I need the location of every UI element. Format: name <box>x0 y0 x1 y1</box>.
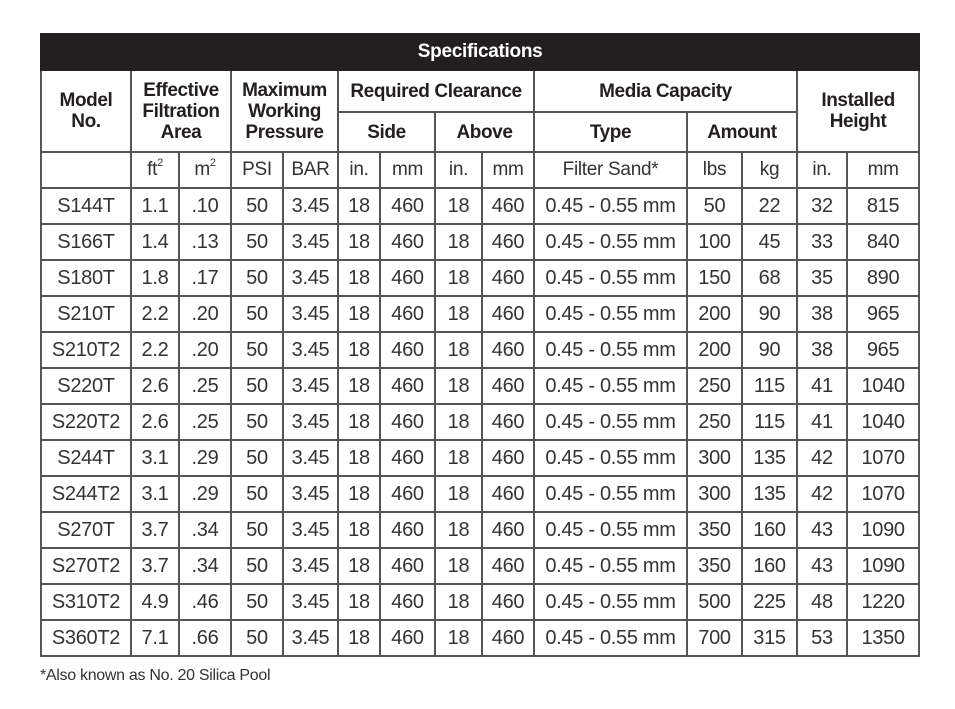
cell-height-in: 48 <box>797 584 847 620</box>
cell-side-in: 18 <box>338 404 380 440</box>
cell-model: S310T2 <box>41 584 131 620</box>
cell-ft2: 3.7 <box>131 512 179 548</box>
cell-psi: 50 <box>231 296 283 332</box>
cell-lbs: 350 <box>687 548 742 584</box>
header-pressure-line2: Working <box>248 100 321 122</box>
cell-lbs: 250 <box>687 368 742 404</box>
cell-ft2: 2.2 <box>131 296 179 332</box>
cell-bar: 3.45 <box>283 476 338 512</box>
unit-bar: BAR <box>283 152 338 188</box>
cell-above-mm: 460 <box>482 548 534 584</box>
cell-bar: 3.45 <box>283 368 338 404</box>
cell-kg: 315 <box>742 620 797 656</box>
cell-height-mm: 1040 <box>847 404 919 440</box>
cell-m2: .29 <box>179 440 231 476</box>
cell-media-type: 0.45 - 0.55 mm <box>534 332 687 368</box>
cell-height-in: 32 <box>797 188 847 224</box>
cell-side-in: 18 <box>338 368 380 404</box>
units-row <box>41 152 919 188</box>
cell-media-type: 0.45 - 0.55 mm <box>534 404 687 440</box>
header-type: Type <box>534 112 687 152</box>
header-filtration-line3: Area <box>160 121 202 143</box>
cell-m2: .20 <box>179 332 231 368</box>
cell-kg: 22 <box>742 188 797 224</box>
unit-blank <box>41 152 131 188</box>
cell-media-type: 0.45 - 0.55 mm <box>534 512 687 548</box>
cell-psi: 50 <box>231 512 283 548</box>
footnote: *Also known as No. 20 Silica Pool <box>40 667 271 684</box>
cell-above-mm: 460 <box>482 476 534 512</box>
cell-psi: 50 <box>231 404 283 440</box>
cell-side-mm: 460 <box>380 368 435 404</box>
cell-side-in: 18 <box>338 332 380 368</box>
cell-lbs: 50 <box>687 188 742 224</box>
cell-m2: .34 <box>179 548 231 584</box>
cell-above-in: 18 <box>435 548 482 584</box>
cell-side-in: 18 <box>338 188 380 224</box>
cell-model: S144T <box>41 188 131 224</box>
header-filtration-line1: Effective <box>143 79 219 101</box>
cell-height-in: 33 <box>797 224 847 260</box>
unit-above-in: in. <box>435 152 482 188</box>
cell-height-mm: 890 <box>847 260 919 296</box>
cell-above-mm: 460 <box>482 260 534 296</box>
cell-above-mm: 460 <box>482 404 534 440</box>
cell-model: S180T <box>41 260 131 296</box>
unit-height-in: in. <box>797 152 847 188</box>
cell-above-mm: 460 <box>482 584 534 620</box>
cell-lbs: 700 <box>687 620 742 656</box>
cell-psi: 50 <box>231 224 283 260</box>
cell-height-in: 42 <box>797 440 847 476</box>
cell-bar: 3.45 <box>283 620 338 656</box>
cell-bar: 3.45 <box>283 332 338 368</box>
cell-side-mm: 460 <box>380 332 435 368</box>
cell-model: S220T2 <box>41 404 131 440</box>
cell-height-in: 43 <box>797 512 847 548</box>
cell-media-type: 0.45 - 0.55 mm <box>534 368 687 404</box>
cell-side-in: 18 <box>338 224 380 260</box>
cell-above-mm: 460 <box>482 296 534 332</box>
cell-bar: 3.45 <box>283 296 338 332</box>
cell-bar: 3.45 <box>283 404 338 440</box>
cell-ft2: 7.1 <box>131 620 179 656</box>
cell-model: S244T2 <box>41 476 131 512</box>
unit-type: Filter Sand* <box>534 152 687 188</box>
cell-psi: 50 <box>231 548 283 584</box>
cell-above-in: 18 <box>435 584 482 620</box>
cell-ft2: 2.6 <box>131 368 179 404</box>
cell-height-mm: 1070 <box>847 476 919 512</box>
cell-psi: 50 <box>231 368 283 404</box>
cell-lbs: 350 <box>687 512 742 548</box>
unit-ft2: $ft^2$ <box>131 152 179 188</box>
header-height-line1: Installed <box>821 90 895 111</box>
cell-kg: 160 <box>742 548 797 584</box>
cell-side-mm: 460 <box>380 548 435 584</box>
cell-media-type: 0.45 - 0.55 mm <box>534 224 687 260</box>
cell-height-mm: 1070 <box>847 440 919 476</box>
cell-above-mm: 460 <box>482 224 534 260</box>
cell-side-mm: 460 <box>380 476 435 512</box>
cell-bar: 3.45 <box>283 260 338 296</box>
cell-model: S360T2 <box>41 620 131 656</box>
cell-model: S270T2 <box>41 548 131 584</box>
cell-kg: 45 <box>742 224 797 260</box>
cell-side-mm: 460 <box>380 404 435 440</box>
cell-lbs: 200 <box>687 332 742 368</box>
cell-kg: 115 <box>742 404 797 440</box>
cell-psi: 50 <box>231 440 283 476</box>
table-row <box>41 476 919 512</box>
table-row <box>41 620 919 656</box>
table-row <box>41 512 919 548</box>
cell-side-in: 18 <box>338 440 380 476</box>
specifications-table <box>40 33 920 657</box>
header-filtration-area <box>131 70 231 152</box>
cell-side-mm: 460 <box>380 224 435 260</box>
table-row <box>41 440 919 476</box>
unit-height-mm: mm <box>847 152 919 188</box>
cell-height-mm: 815 <box>847 188 919 224</box>
cell-height-mm: 965 <box>847 296 919 332</box>
cell-kg: 68 <box>742 260 797 296</box>
cell-m2: .13 <box>179 224 231 260</box>
cell-height-in: 42 <box>797 476 847 512</box>
cell-media-type: 0.45 - 0.55 mm <box>534 440 687 476</box>
table-row <box>41 548 919 584</box>
cell-above-in: 18 <box>435 512 482 548</box>
cell-ft2: 4.9 <box>131 584 179 620</box>
cell-side-mm: 460 <box>380 188 435 224</box>
cell-m2: .46 <box>179 584 231 620</box>
cell-bar: 3.45 <box>283 224 338 260</box>
cell-above-mm: 460 <box>482 188 534 224</box>
cell-kg: 90 <box>742 296 797 332</box>
cell-m2: .34 <box>179 512 231 548</box>
cell-above-in: 18 <box>435 440 482 476</box>
cell-kg: 90 <box>742 332 797 368</box>
cell-media-type: 0.45 - 0.55 mm <box>534 476 687 512</box>
cell-height-in: 41 <box>797 368 847 404</box>
header-model-line2: No. <box>71 111 101 132</box>
cell-bar: 3.45 <box>283 440 338 476</box>
cell-lbs: 300 <box>687 476 742 512</box>
cell-side-mm: 460 <box>380 296 435 332</box>
table-row <box>41 260 919 296</box>
cell-ft2: 1.4 <box>131 224 179 260</box>
header-pressure-line3: Pressure <box>245 121 324 143</box>
cell-above-in: 18 <box>435 332 482 368</box>
cell-side-in: 18 <box>338 512 380 548</box>
cell-side-in: 18 <box>338 476 380 512</box>
cell-above-in: 18 <box>435 296 482 332</box>
cell-kg: 225 <box>742 584 797 620</box>
cell-height-mm: 1220 <box>847 584 919 620</box>
cell-above-in: 18 <box>435 368 482 404</box>
cell-lbs: 200 <box>687 296 742 332</box>
cell-ft2: 2.6 <box>131 404 179 440</box>
cell-ft2: 3.7 <box>131 548 179 584</box>
cell-m2: .20 <box>179 296 231 332</box>
cell-model: S166T <box>41 224 131 260</box>
cell-side-mm: 460 <box>380 260 435 296</box>
cell-bar: 3.45 <box>283 512 338 548</box>
table-row <box>41 188 919 224</box>
cell-model: S220T <box>41 368 131 404</box>
table-row <box>41 296 919 332</box>
cell-side-in: 18 <box>338 620 380 656</box>
unit-kg: kg <box>742 152 797 188</box>
cell-psi: 50 <box>231 260 283 296</box>
cell-bar: 3.45 <box>283 548 338 584</box>
cell-side-in: 18 <box>338 584 380 620</box>
cell-media-type: 0.45 - 0.55 mm <box>534 548 687 584</box>
cell-above-mm: 460 <box>482 512 534 548</box>
header-height-line2: Height <box>829 111 887 132</box>
cell-media-type: 0.45 - 0.55 mm <box>534 296 687 332</box>
table-row <box>41 368 919 404</box>
cell-height-in: 38 <box>797 332 847 368</box>
cell-m2: .29 <box>179 476 231 512</box>
cell-bar: 3.45 <box>283 584 338 620</box>
cell-lbs: 100 <box>687 224 742 260</box>
table-row <box>41 332 919 368</box>
cell-side-mm: 460 <box>380 440 435 476</box>
table-row <box>41 224 919 260</box>
unit-side-in: in. <box>338 152 380 188</box>
cell-side-mm: 460 <box>380 620 435 656</box>
cell-media-type: 0.45 - 0.55 mm <box>534 584 687 620</box>
unit-lbs: lbs <box>687 152 742 188</box>
cell-ft2: 3.1 <box>131 440 179 476</box>
table-row <box>41 584 919 620</box>
cell-side-in: 18 <box>338 260 380 296</box>
header-amount: Amount <box>687 112 797 152</box>
cell-ft2: 2.2 <box>131 332 179 368</box>
cell-psi: 50 <box>231 584 283 620</box>
table-row <box>41 404 919 440</box>
cell-height-in: 41 <box>797 404 847 440</box>
cell-psi: 50 <box>231 188 283 224</box>
cell-above-mm: 460 <box>482 368 534 404</box>
cell-psi: 50 <box>231 332 283 368</box>
cell-side-mm: 460 <box>380 584 435 620</box>
cell-media-type: 0.45 - 0.55 mm <box>534 260 687 296</box>
cell-model: S244T <box>41 440 131 476</box>
cell-lbs: 250 <box>687 404 742 440</box>
cell-m2: .25 <box>179 368 231 404</box>
cell-model: S210T <box>41 296 131 332</box>
cell-side-in: 18 <box>338 296 380 332</box>
cell-height-mm: 1090 <box>847 512 919 548</box>
cell-height-in: 43 <box>797 548 847 584</box>
cell-height-mm: 1350 <box>847 620 919 656</box>
cell-psi: 50 <box>231 476 283 512</box>
unit-psi: PSI <box>231 152 283 188</box>
cell-media-type: 0.45 - 0.55 mm <box>534 620 687 656</box>
cell-height-mm: 1090 <box>847 548 919 584</box>
cell-above-in: 18 <box>435 620 482 656</box>
cell-height-in: 53 <box>797 620 847 656</box>
cell-side-mm: 460 <box>380 512 435 548</box>
cell-height-mm: 965 <box>847 332 919 368</box>
table-body <box>41 188 919 656</box>
unit-above-mm: mm <box>482 152 534 188</box>
cell-m2: .10 <box>179 188 231 224</box>
cell-above-mm: 460 <box>482 620 534 656</box>
header-installed-height <box>797 70 919 152</box>
cell-side-in: 18 <box>338 548 380 584</box>
cell-psi: 50 <box>231 620 283 656</box>
cell-above-in: 18 <box>435 224 482 260</box>
cell-kg: 135 <box>742 476 797 512</box>
cell-height-mm: 1040 <box>847 368 919 404</box>
cell-m2: .25 <box>179 404 231 440</box>
header-model-line1: Model <box>59 90 113 111</box>
cell-above-in: 18 <box>435 476 482 512</box>
header-required-clearance: Required Clearance <box>338 70 534 112</box>
cell-ft2: 1.1 <box>131 188 179 224</box>
cell-lbs: 150 <box>687 260 742 296</box>
table-title: Specifications <box>41 34 919 70</box>
header-filtration-line2: Filtration <box>142 100 220 122</box>
cell-above-in: 18 <box>435 404 482 440</box>
cell-lbs: 500 <box>687 584 742 620</box>
cell-m2: .17 <box>179 260 231 296</box>
cell-kg: 115 <box>742 368 797 404</box>
cell-kg: 160 <box>742 512 797 548</box>
cell-height-in: 35 <box>797 260 847 296</box>
cell-m2: .66 <box>179 620 231 656</box>
cell-media-type: 0.45 - 0.55 mm <box>534 188 687 224</box>
header-above: Above <box>435 112 534 152</box>
header-max-pressure <box>231 70 338 152</box>
header-media-capacity: Media Capacity <box>534 70 797 112</box>
cell-ft2: 3.1 <box>131 476 179 512</box>
cell-model: S210T2 <box>41 332 131 368</box>
cell-above-in: 18 <box>435 188 482 224</box>
unit-side-mm: mm <box>380 152 435 188</box>
cell-height-mm: 840 <box>847 224 919 260</box>
header-model-no <box>41 70 131 152</box>
header-pressure-line1: Maximum <box>242 79 327 101</box>
cell-ft2: 1.8 <box>131 260 179 296</box>
header-side: Side <box>338 112 435 152</box>
cell-lbs: 300 <box>687 440 742 476</box>
cell-kg: 135 <box>742 440 797 476</box>
cell-above-in: 18 <box>435 260 482 296</box>
unit-m2: $m^2$ <box>179 152 231 188</box>
cell-above-mm: 460 <box>482 440 534 476</box>
cell-above-mm: 460 <box>482 332 534 368</box>
cell-height-in: 38 <box>797 296 847 332</box>
specifications-table-container <box>40 33 918 657</box>
cell-model: S270T <box>41 512 131 548</box>
cell-bar: 3.45 <box>283 188 338 224</box>
